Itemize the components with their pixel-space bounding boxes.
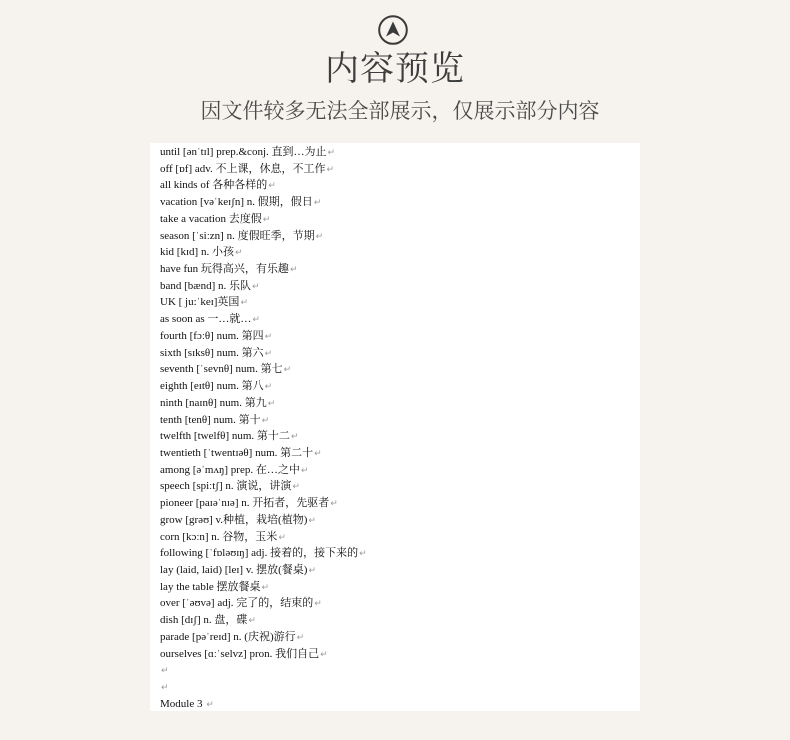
paragraph-mark-icon: ↵	[268, 181, 276, 192]
document-line	[160, 612, 367, 629]
document-line	[160, 244, 367, 261]
line-text: as soon as 一…就…	[160, 313, 252, 326]
paragraph-mark-icon: ↵	[234, 248, 243, 259]
paragraph-mark-icon: ↵	[315, 231, 324, 242]
paragraph-mark-icon: ↵	[308, 515, 316, 526]
paragraph-mark-icon: ↵	[278, 532, 286, 543]
document-line	[160, 478, 367, 495]
document-line	[160, 529, 367, 546]
line-text: lay (laid, laid) [leɪ] v. 摆放(餐桌)	[160, 563, 308, 576]
document-line	[160, 378, 367, 395]
line-text: dish [dɪʃ] n. 盘，碟	[160, 614, 248, 627]
line-text: twentieth [ˈtwentɪəθ] num. 第二十	[160, 446, 314, 459]
paragraph-mark-icon: ↵	[314, 448, 322, 459]
document-line	[160, 311, 367, 328]
document-line	[160, 412, 367, 429]
line-text: fourth [fɔːθ] num. 第四	[160, 329, 264, 342]
line-text: eighth [eɪtθ] num. 第八	[160, 380, 264, 393]
line-text: speech [spiːtʃ] n. 演说，讲演	[160, 480, 292, 493]
line-text: seventh [ˈsevnθ] num. 第七	[160, 363, 283, 376]
document-line	[160, 462, 367, 479]
paragraph-mark-icon: ↵	[313, 198, 322, 209]
document-line	[160, 595, 367, 612]
document-line	[160, 428, 367, 445]
document-line	[160, 345, 367, 362]
document-line	[160, 445, 367, 462]
document-line	[160, 495, 367, 512]
paragraph-mark-icon: ↵	[261, 415, 270, 426]
line-text: over [ˈəʊvə] adj. 完了的，结束的	[160, 597, 314, 610]
document-line	[160, 294, 367, 311]
document-line	[160, 512, 367, 529]
document-lines	[160, 144, 367, 712]
document-line	[160, 144, 367, 161]
paragraph-mark-icon: ↵	[296, 632, 305, 643]
paragraph-mark-icon: ↵	[252, 281, 260, 292]
navigation-arrow-icon	[378, 15, 408, 45]
document-line	[160, 662, 367, 679]
line-text: lay the table 摆放餐桌	[160, 580, 261, 593]
document-line	[160, 646, 367, 663]
paragraph-mark-icon: ↵	[320, 649, 328, 660]
line-text: kid [kɪd] n. 小孩	[160, 246, 234, 259]
line-text: tenth [tenθ] num. 第十	[160, 413, 261, 426]
line-text: season [ˈsiːzn] n. 度假旺季，节期	[160, 229, 315, 242]
document-line	[160, 211, 367, 228]
paragraph-mark-icon: ↵	[248, 616, 256, 627]
paragraph-mark-icon: ↵	[161, 683, 169, 693]
document-line	[160, 629, 367, 646]
paragraph-mark-icon: ↵	[292, 482, 300, 493]
page-subtitle: 因文件较多无法全部展示，仅展示部分内容	[200, 99, 600, 123]
paragraph-mark-icon: ↵	[264, 348, 273, 359]
line-text: grow [grəʊ] v.种植，栽培(植物)	[160, 513, 308, 526]
line-text: corn [kɔːn] n. 谷物，玉米	[160, 530, 278, 543]
paragraph-mark-icon: ↵	[300, 465, 309, 476]
line-text: ninth [naɪnθ] num. 第九	[160, 396, 267, 409]
line-text: band [bænd] n. 乐队	[160, 279, 252, 292]
line-text: parade [pəˈreɪd] n. (庆祝)游行	[160, 630, 296, 643]
line-text: among [əˈmʌŋ] prep. 在…之中	[160, 463, 300, 476]
paragraph-mark-icon: ↵	[290, 432, 299, 443]
paragraph-mark-icon: ↵	[240, 298, 248, 309]
paragraph-mark-icon: ↵	[283, 365, 292, 376]
document-line	[160, 261, 367, 278]
line-text: take a vacation 去度假	[160, 212, 262, 225]
document-line	[160, 161, 367, 178]
paragraph-mark-icon: ↵	[261, 582, 270, 593]
document-line	[160, 579, 367, 596]
line-text: following [ˈfɒləʊɪŋ] adj. 接着的，接下来的	[160, 547, 359, 560]
paragraph-mark-icon: ↵	[267, 398, 276, 409]
paragraph-mark-icon: ↵	[314, 599, 322, 610]
line-text: sixth [sɪksθ] num. 第六	[160, 346, 264, 359]
line-text: all kinds of 各种各样的	[160, 179, 268, 192]
page-title: 内容预览	[325, 49, 465, 89]
paragraph-mark-icon: ↵	[264, 382, 273, 393]
line-text: Module 3	[160, 697, 206, 710]
paragraph-mark-icon: ↵	[252, 315, 260, 326]
paragraph-mark-icon: ↵	[308, 565, 316, 576]
paragraph-mark-icon: ↵	[264, 331, 273, 342]
line-text: until [ənˈtɪl] prep.&conj. 直到…为止	[160, 146, 327, 158]
document-line	[160, 328, 367, 345]
line-text: twelfth [twelfθ] num. 第十二	[160, 430, 290, 443]
line-text: pioneer [paɪəˈnɪə] n. 开拓者，先驱者	[160, 497, 330, 510]
document-line	[160, 562, 367, 579]
document-line	[160, 194, 367, 211]
paragraph-mark-icon: ↵	[289, 265, 298, 276]
document-line	[160, 361, 367, 378]
paragraph-mark-icon: ↵	[161, 666, 169, 677]
line-text: vacation [vəˈkeɪʃn] n. 假期，假日	[160, 196, 313, 209]
document-line	[160, 228, 367, 245]
paragraph-mark-icon: ↵	[327, 148, 336, 158]
paragraph-mark-icon: ↵	[359, 549, 367, 560]
document-line	[160, 696, 367, 713]
paragraph-mark-icon: ↵	[206, 699, 214, 710]
document-line	[160, 395, 367, 412]
paragraph-mark-icon: ↵	[326, 164, 335, 175]
paragraph-mark-icon: ↵	[262, 214, 271, 225]
document-line	[160, 278, 367, 295]
document-line	[160, 177, 367, 194]
line-text: have fun 玩得高兴，有乐趣	[160, 263, 289, 276]
line-text: ourselves [ɑːˈselvz] pron. 我们自己	[160, 647, 320, 660]
document-preview	[150, 143, 640, 711]
paragraph-mark-icon: ↵	[330, 499, 338, 510]
document-line	[160, 679, 367, 696]
line-text: UK [ ju:ˈkeɪ]英国	[160, 296, 240, 309]
line-text: off [ɒf] adv. 不上课，休息，不工作	[160, 162, 326, 175]
document-line	[160, 545, 367, 562]
